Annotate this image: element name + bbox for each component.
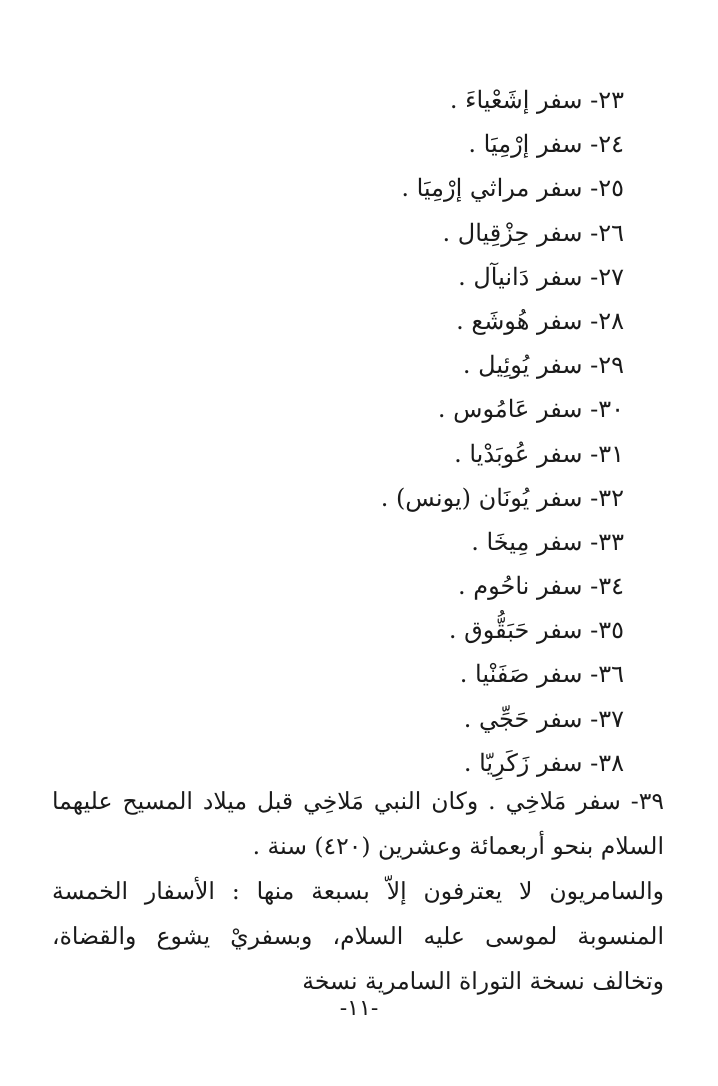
books-list: [40, 78, 624, 785]
list-item: ٢٤- سفر إرْمِيَا .: [468, 130, 624, 159]
list-item: ٣٦- سفر صَفَنْيا .: [459, 660, 624, 689]
list-item: ٣٥- سفر حَبَقُّوق .: [448, 616, 624, 645]
list-item: ٣٢- سفر يُونَان (يونس) .: [380, 483, 624, 512]
list-item: ٣١- سفر عُوبَدْيا .: [454, 439, 624, 468]
list-item: ٢٥- سفر مراثي إرْمِيَا .: [401, 174, 624, 203]
list-item: ٢٩- سفر يُوئِيل .: [462, 351, 624, 380]
list-item: ٣٠- سفر عَامُوس .: [437, 395, 624, 424]
list-item: ٢٦- سفر حِزْقِيال .: [442, 218, 624, 247]
malachi-paragraph: ٣٩- سفر مَلاخِي . وكان النبي مَلاخِي قبل ميلاد المسيح عليهما السلام بنحو أربعمائة وعشرين (٤٢٠) سنة .: [52, 787, 664, 860]
list-item: ٣٤- سفر ناحُوم .: [458, 572, 624, 601]
list-item: ٣٣- سفر مِيخَا .: [471, 527, 624, 556]
list-item: ٢٣- سفر إشَعْياءَ .: [449, 86, 624, 114]
list-item: ٢٧- سفر دَانيآل .: [458, 262, 624, 291]
page-number: -١١-: [339, 996, 379, 1021]
samaritans-paragraph: والسامريون لا يعترفون إلاّ بسبعة منها : الأسفار الخمسة المنسوبة لموسى عليه السلام، وبسفريْ يشوع والقضاة، وتخالف نسخة التوراة السامرية نسخة: [52, 877, 664, 995]
list-item: ٢٨- سفر هُوشَع .: [456, 306, 624, 335]
list-item: ٣٨- سفر زَكَرِيّا .: [463, 748, 624, 777]
list-item: ٣٧- سفر حَجِّي .: [463, 704, 624, 733]
